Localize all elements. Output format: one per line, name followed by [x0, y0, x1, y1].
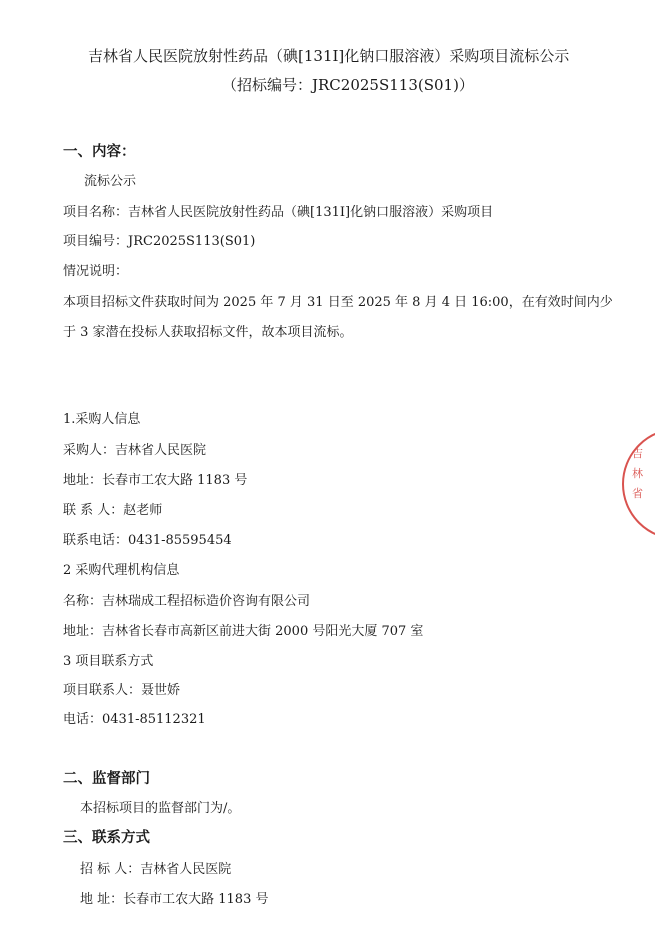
section1-heading: 一、内容： — [63, 144, 136, 160]
project-phone: 电话：0431-85112321 — [63, 712, 206, 727]
purchaser-phone: 联系电话：0431-85595454 — [63, 533, 232, 548]
notice-type: 流标公示 — [84, 174, 137, 189]
supervision-text: 本招标项目的监督部门为/。 — [80, 801, 241, 816]
situation-text-line1: 本项目招标文件获取时间为 2025 年 7 月 31 日至 2025 年 8 月 4 日 16:00，在有效时间内少 — [63, 295, 613, 310]
situation-text-line2: 于 3 家潜在投标人获取招标文件，故本项目流标。 — [63, 325, 353, 340]
official-seal — [622, 428, 655, 540]
agency-name: 名称：吉林瑞成工程招标造价咨询有限公司 — [63, 594, 311, 609]
agency-address: 地址：吉林省长春市高新区前进大街 2000 号阳光大厦 707 室 — [63, 624, 424, 639]
purchaser: 采购人：吉林省人民医院 — [63, 443, 207, 458]
project-contact: 项目联系人：聂世娇 — [63, 683, 181, 698]
project-number: 项目编号：JRC2025S113(S01) — [63, 234, 256, 249]
tenderer: 招 标 人：吉林省人民医院 — [80, 862, 232, 877]
purchaser-heading: 1.采购人信息 — [63, 412, 141, 427]
situation-label: 情况说明： — [63, 264, 129, 279]
project-contact-heading: 3 项目联系方式 — [63, 654, 154, 669]
doc-title-line1: 吉林省人民医院放射性药品（碘[131I]化钠口服溶液）采购项目流标公示 — [88, 47, 570, 65]
purchaser-contact: 联 系 人：赵老师 — [63, 503, 163, 518]
section3-heading: 三、联系方式 — [63, 830, 150, 846]
agency-heading: 2 采购代理机构信息 — [63, 563, 180, 578]
project-name: 项目名称：吉林省人民医院放射性药品（碘[131I]化钠口服溶液）采购项目 — [63, 205, 494, 220]
tenderer-address: 地 址：长春市工农大路 1183 号 — [80, 892, 269, 907]
seal-text: 吉林省 — [632, 447, 643, 500]
doc-title-line2: （招标编号：JRC2025S113(S01)） — [222, 76, 474, 94]
purchaser-address: 地址：长春市工农大路 1183 号 — [63, 473, 248, 488]
section2-heading: 二、监督部门 — [63, 771, 150, 787]
